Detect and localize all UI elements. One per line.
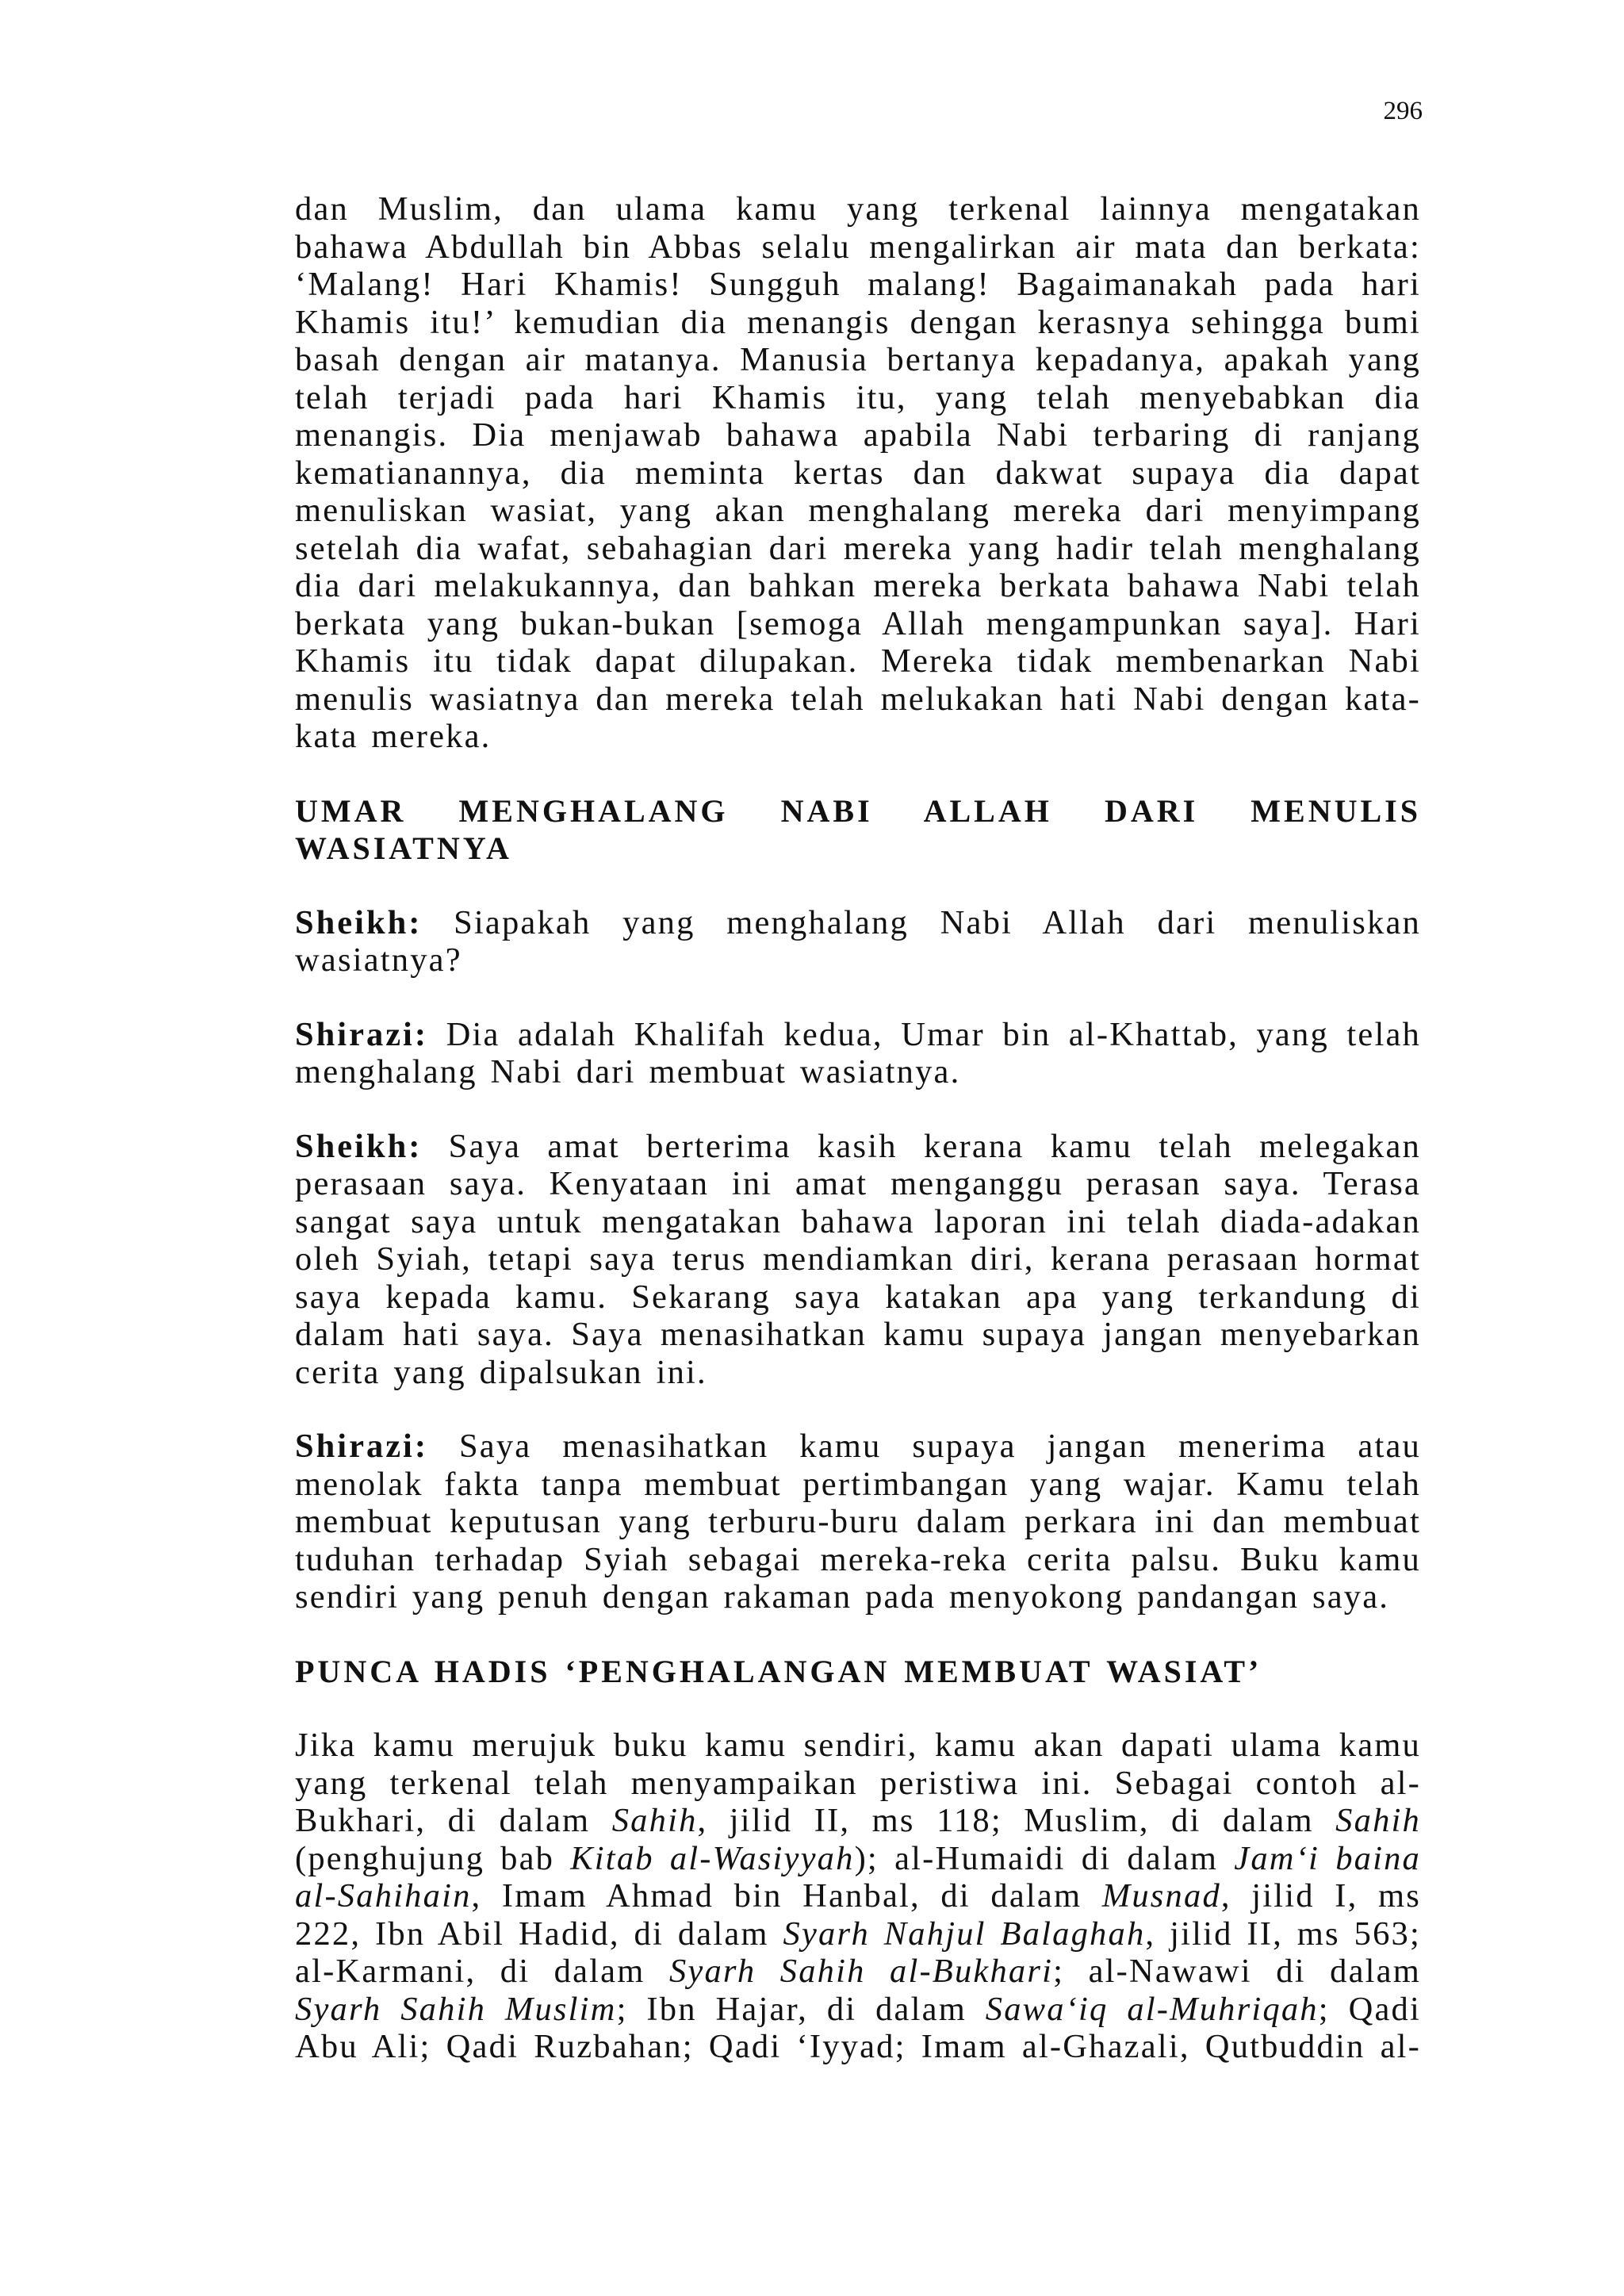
text-run: , jilid II, ms 118; Muslim, di dalam	[697, 1802, 1336, 1839]
text-run: ; Qadi Abu Ali; Qadi Ruzbahan; Qadi ‘Iyyad; Imam al-Ghazali, Qutbuddin al-	[295, 1990, 1421, 2065]
speaker-label: Sheikh:	[295, 1127, 423, 1165]
text-run: Jika kamu merujuk buku kamu sendiri, kamu akan dapati ulama kamu yang terkenal telah menyampaikan peristiwa ini. Sebagai contoh al-Bukhari, di dalam	[295, 1727, 1421, 1839]
text-run: ; al-Nawawi di dalam	[1053, 1953, 1421, 1990]
dialogue-text: Saya amat berterima kasih kerana kamu telah melegakan perasaan saya. Kenyataan ini amat menganggu perasan saya. Terasa sangat saya untuk mengatakan bahawa laporan ini telah diada-adakan oleh Syiah, tetapi saya terus mendiamkan diri, kerana perasaan hormat saya kepada kamu. Sekarang saya katakan apa yang terkandung di dalam hati saya. Saya menasihatkan kamu supaya jangan menyebarkan cerita yang dipalsukan ini.	[295, 1127, 1421, 1391]
dialogue-text: Dia adalah Khalifah kedua, Umar bin al-Khattab, yang telah menghalang Nabi dari membuat wasiatnya.	[295, 1015, 1422, 1091]
text-run: , jilid II, ms 563; al-Karmani, di dalam	[295, 1915, 1421, 1990]
speaker-label: Sheikh:	[295, 903, 423, 941]
book-title: Syarh Nahjul Balaghah	[783, 1915, 1146, 1953]
book-title: Kitab al-Wasiyyah	[570, 1839, 855, 1877]
book-title: Musnad	[1101, 1877, 1221, 1915]
text-run: ); al-Humaidi di dalam	[854, 1839, 1235, 1877]
text-run: , jilid I, ms 222, Ibn Abil Hadid, di dalam	[295, 1877, 1421, 1953]
text-run: , Imam Ahmad bin Hanbal, di dalam	[471, 1877, 1102, 1915]
references-paragraph	[295, 1727, 1421, 2066]
book-title: Syarh Sahih al-Bukhari	[668, 1953, 1054, 1990]
dialogue-sheikh-2	[295, 1128, 1421, 1392]
book-title: Jam‘i baina al-Sahihain	[295, 1839, 1421, 1915]
book-title: Sawa‘iq al-Muhriqah	[985, 1990, 1319, 2028]
text-run: ; Ibn Hajar, di dalam	[616, 1990, 986, 2028]
page-number: 296	[1383, 97, 1423, 125]
dialogue-text: Saya menasihatkan kamu supaya jangan menerima atau menolak fakta tanpa membuat pertimbangan yang wajar. Kamu telah membuat keputusan yang terburu-buru dalam perkara ini dan membuat tuduhan terhadap Syiah sebagai mereka-reka cerita palsu. Buku kamu sendiri yang penuh dengan rakaman pada menyokong pandangan saya.	[295, 1428, 1421, 1616]
section-heading-1: UMAR MENGHALANG NABI ALLAH DARI MENULIS WASIATNYA	[295, 792, 1421, 866]
page-body	[295, 190, 1421, 2102]
paragraph-1: dan Muslim, dan ulama kamu yang terkenal lainnya mengatakan bahawa Abdullah bin Abbas selalu mengalirkan air mata dan berkata: ‘Malang! Hari Khamis! Sungguh malang! Bagaimanakah pada hari Khamis itu!’ kemudian dia menangis dengan kerasnya sehingga bumi basah dengan air matanya. Manusia bertanya kepadanya, apakah yang telah terjadi pada hari Khamis itu, yang telah menyebabkan dia menangis. Dia menjawab bahawa apabila Nabi terbaring di ranjang kematianannya, dia meminta kertas dan dakwat supaya dia dapat menuliskan wasiat, yang akan menghalang mereka dari menyimpang setelah dia wafat, sebahagian dari mereka yang hadir telah menghalang dia dari melakukannya, dan bahkan mereka berkata bahawa Nabi telah berkata yang bukan-bukan [semoga Allah mengampunkan saya]. Hari Khamis itu tidak dapat dilupakan. Mereka tidak membenarkan Nabi menulis wasiatnya dan mereka telah melukakan hati Nabi dengan kata-kata mereka.	[295, 190, 1421, 755]
book-title: Sahih	[1335, 1802, 1421, 1839]
section-heading-2: PUNCA HADIS ‘PENGHALANGAN MEMBUAT WASIAT’	[295, 1653, 1262, 1689]
book-title: Syarh Sahih Muslim	[295, 1990, 617, 2028]
speaker-label: Shirazi:	[295, 1015, 429, 1053]
dialogue-shirazi-2	[295, 1428, 1421, 1616]
text-run: (penghujung bab	[295, 1839, 571, 1877]
dialogue-text: Siapakah yang menghalang Nabi Allah dari menuliskan wasiatnya?	[295, 903, 1421, 979]
book-title: Sahih	[611, 1802, 698, 1839]
speaker-label: Shirazi:	[295, 1428, 429, 1465]
dialogue-shirazi-1	[295, 1016, 1421, 1091]
dialogue-sheikh-1	[295, 904, 1421, 979]
